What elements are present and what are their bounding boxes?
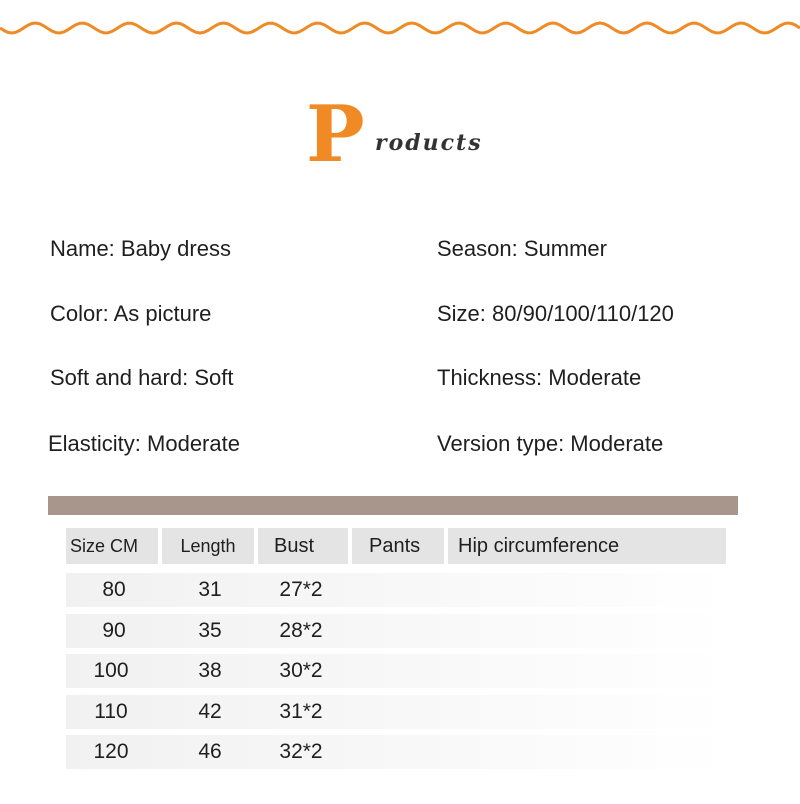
cell-length: 31 [198,578,222,601]
attr-color: Color: As picture [50,301,212,326]
attr-softness: Soft and hard: Soft [50,365,234,390]
title-initial: P [306,89,365,180]
cell-bust: 30*2 [279,659,323,682]
attr-season: Season: Summer [437,236,607,261]
header-pants: Pants [352,528,444,564]
attr-elasticity: Elasticity: Moderate [48,431,240,456]
cell-length: 35 [198,619,222,642]
cell-size: 120 [93,740,129,763]
cell-bust: 28*2 [279,619,323,642]
header-bust: Bust [258,528,348,564]
attr-thickness: Thickness: Moderate [437,365,642,390]
decorative-wave [0,10,800,50]
cell-length: 46 [198,740,222,763]
attr-name: Name: Baby dress [50,236,231,261]
header-size: Size CM [66,528,158,564]
cell-bust: 27*2 [279,578,323,601]
cell-length: 38 [198,659,222,682]
header-hip: Hip circumference [448,528,726,564]
cell-size: 90 [102,619,126,642]
section-divider [48,496,738,515]
cell-length: 42 [198,700,222,723]
header-length: Length [162,528,254,564]
cell-size: 110 [94,700,128,723]
title-rest: roducts [375,130,483,156]
cell-size: 80 [102,578,126,601]
cell-size: 100 [93,659,129,682]
attr-version-type: Version type: Moderate [437,431,664,456]
cell-bust: 31*2 [279,700,323,723]
attr-size: Size: 80/90/100/110/120 [437,301,674,326]
cell-bust: 32*2 [279,740,323,763]
